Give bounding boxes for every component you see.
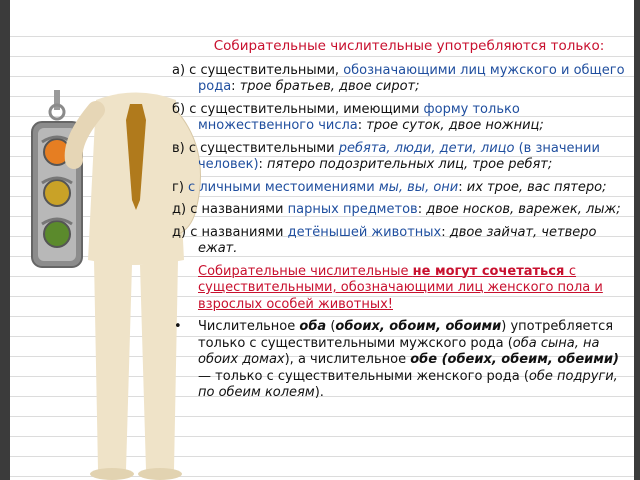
rule-item-d1 (172, 202, 634, 219)
rule-colon: : (458, 179, 467, 195)
rule-text: б) с существительными, имеющими (172, 101, 424, 117)
rule-colon: : (441, 224, 450, 240)
warning-emphasis: не могут сочетаться (412, 263, 569, 279)
rule-example: трое суток, двое ножниц; (366, 118, 544, 133)
rule-item-b (172, 102, 634, 135)
rule-highlight: форму только множественного числа (198, 101, 520, 133)
rule-item-v (172, 141, 634, 174)
bullet-text: ( (326, 319, 336, 334)
bullet-text: ) употребляется только с существительными мужского рода ( (198, 319, 614, 351)
rule-text: д) с названиями (172, 202, 288, 217)
bullet-term-oba-forms: обоих, обоим, обоими (335, 319, 502, 334)
warning-note (172, 264, 634, 314)
warning-text: Собирательные числительные (198, 263, 413, 279)
rule-text: д) с названиями (172, 224, 288, 240)
rule-item-a (172, 63, 634, 96)
rule-colon: : (357, 118, 367, 133)
rule-highlight: парных предметов (287, 202, 418, 217)
bullet-example-fem: обе подруги, по обеим колеям (198, 368, 618, 400)
warning-text-end: с существительными, обозначающими лиц женского пола и взрослых особей животных! (198, 263, 603, 312)
rule-example: двое зайчат, четверо ежат. (198, 224, 597, 256)
rule-colon: : (231, 79, 240, 94)
bullet-term-oba: оба (299, 319, 327, 334)
rule-text: в) с существительными (172, 140, 339, 156)
rule-highlight-pronouns: мы, вы, они (378, 179, 459, 195)
bullet-example-masc: оба сына, на обоих домах (198, 335, 600, 367)
rule-highlight-note: (в значении человек) (198, 140, 600, 172)
slide-content (172, 38, 634, 402)
bullet-term-obe: обе (обеих, обеим, обеими) (410, 352, 619, 367)
slide-title: Собирательные числительные употребляются только: (213, 38, 605, 54)
bullet-text: ), а числительное (284, 352, 411, 367)
rule-text: г) (172, 179, 189, 195)
rule-colon: : (417, 202, 427, 217)
rule-example: двое носков, варежек, лыж; (426, 202, 621, 217)
rule-text: а) с существительными, (172, 62, 344, 78)
rule-highlight: обозначающими лиц мужского и общего рода (198, 62, 625, 94)
rule-highlight: детёнышей животных (287, 224, 442, 240)
rule-example: трое братьев, двое сирот; (239, 79, 420, 94)
bullet-oba-obe (172, 319, 634, 402)
bullet-text: — только с существительными женского рода ( (198, 368, 529, 384)
rule-highlight: ребята, люди, дети, лицо (338, 140, 515, 156)
bullet-text: Числительное (198, 319, 300, 334)
rule-highlight: с личными местоимениями (188, 179, 379, 195)
rule-example: их трое, вас пятеро; (466, 179, 607, 195)
rule-item-g (172, 180, 634, 197)
rule-example: пятеро подозрительных лиц, трое ребят; (267, 157, 553, 172)
slide (10, 0, 634, 480)
bullet-text: ). (314, 385, 324, 400)
rule-colon: : (258, 157, 268, 172)
rule-item-d2 (172, 225, 634, 258)
